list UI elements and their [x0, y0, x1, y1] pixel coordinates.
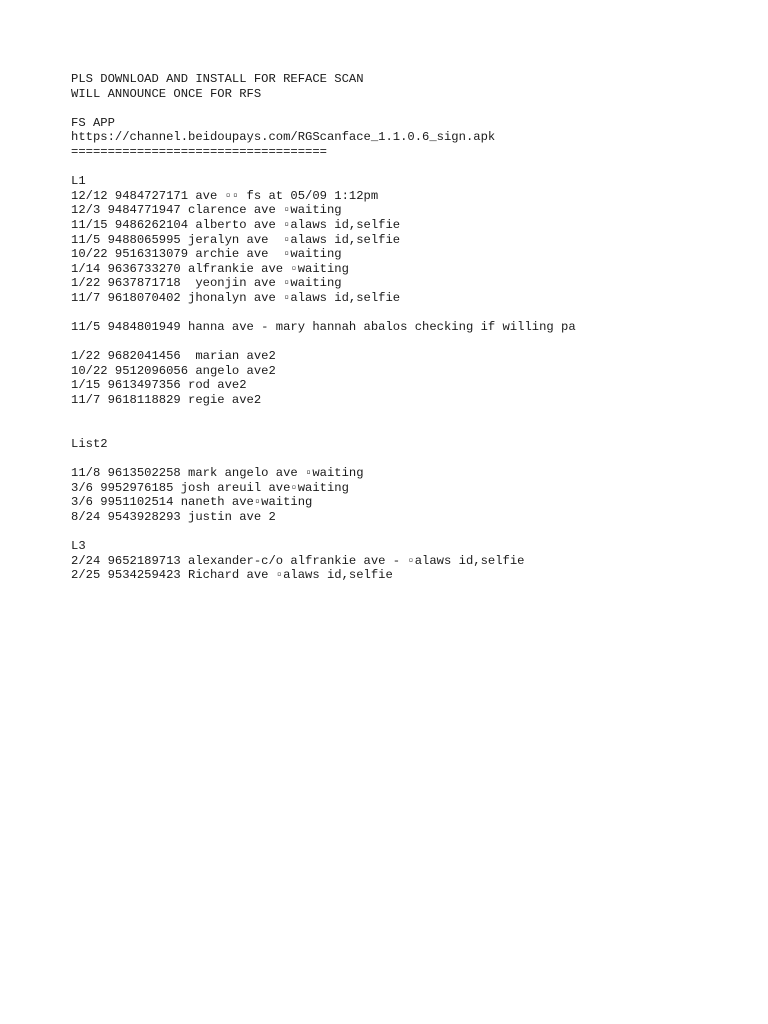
text-line: 1/14 9636733270 alfrankie ave ▫waiting	[71, 261, 349, 276]
section-heading: L3	[71, 539, 86, 553]
text-line: 1/22 9637871718 yeonjin ave ▫waiting	[71, 276, 342, 291]
document-page	[71, 72, 751, 583]
text-line: 12/3 9484771947 clarence ave ▫waiting	[71, 203, 342, 218]
section-heading: L1	[71, 174, 86, 189]
blank-line	[71, 335, 751, 350]
section-heading: List2	[71, 436, 108, 451]
text-line: ===================================	[71, 144, 327, 159]
blank-line	[71, 451, 751, 466]
text-line: 11/7 9618118829 regie ave2	[71, 393, 262, 408]
blank-line	[71, 422, 751, 437]
text-line: 12/12 9484727171 ave ▫▫ fs at 05/09 1:12pm	[71, 188, 379, 203]
text-line: 11/15 9486262104 alberto ave ▫alaws id,selfie	[71, 217, 401, 232]
text-line: 1/22 9682041456 marian ave2	[71, 349, 276, 364]
text-line: 2/25 9534259423 Richard ave ▫alaws id,selfie	[71, 568, 393, 583]
text-line: 10/22 9512096056 angelo ave2	[71, 363, 276, 378]
blank-line	[71, 101, 751, 116]
blank-line	[71, 306, 751, 321]
text-line: 2/24 9652189713 alexander-c/o alfrankie ave - ▫alaws id,selfie	[71, 553, 525, 568]
text-line: 11/8 9613502258 mark angelo ave ▫waiting	[71, 466, 364, 481]
text-line: https://channel.beidoupays.com/RGScanface_1.1.0.6_sign.apk	[71, 130, 496, 145]
text-line: 10/22 9516313079 archie ave ▫waiting	[71, 247, 342, 262]
text-line: WILL ANNOUNCE ONCE FOR RFS	[71, 86, 262, 101]
blank-line	[71, 408, 751, 423]
blank-line	[71, 160, 751, 175]
text-line: 8/24 9543928293 justin ave 2	[71, 509, 276, 524]
blank-line	[71, 524, 751, 539]
text-line: 3/6 9952976185 josh areuil ave▫waiting	[71, 480, 349, 495]
text-line: FS APP	[71, 115, 115, 130]
text-line: 11/5 9488065995 jeralyn ave ▫alaws id,selfie	[71, 232, 401, 247]
text-line: 11/7 9618070402 jhonalyn ave ▫alaws id,selfie	[71, 290, 401, 305]
text-line: 1/15 9613497356 rod ave2	[71, 378, 247, 393]
text-line: 3/6 9951102514 naneth ave▫waiting	[71, 495, 313, 510]
text-line: PLS DOWNLOAD AND INSTALL FOR REFACE SCAN	[71, 72, 364, 86]
text-line: 11/5 9484801949 hanna ave - mary hannah abalos checking if willing pa	[71, 320, 576, 335]
